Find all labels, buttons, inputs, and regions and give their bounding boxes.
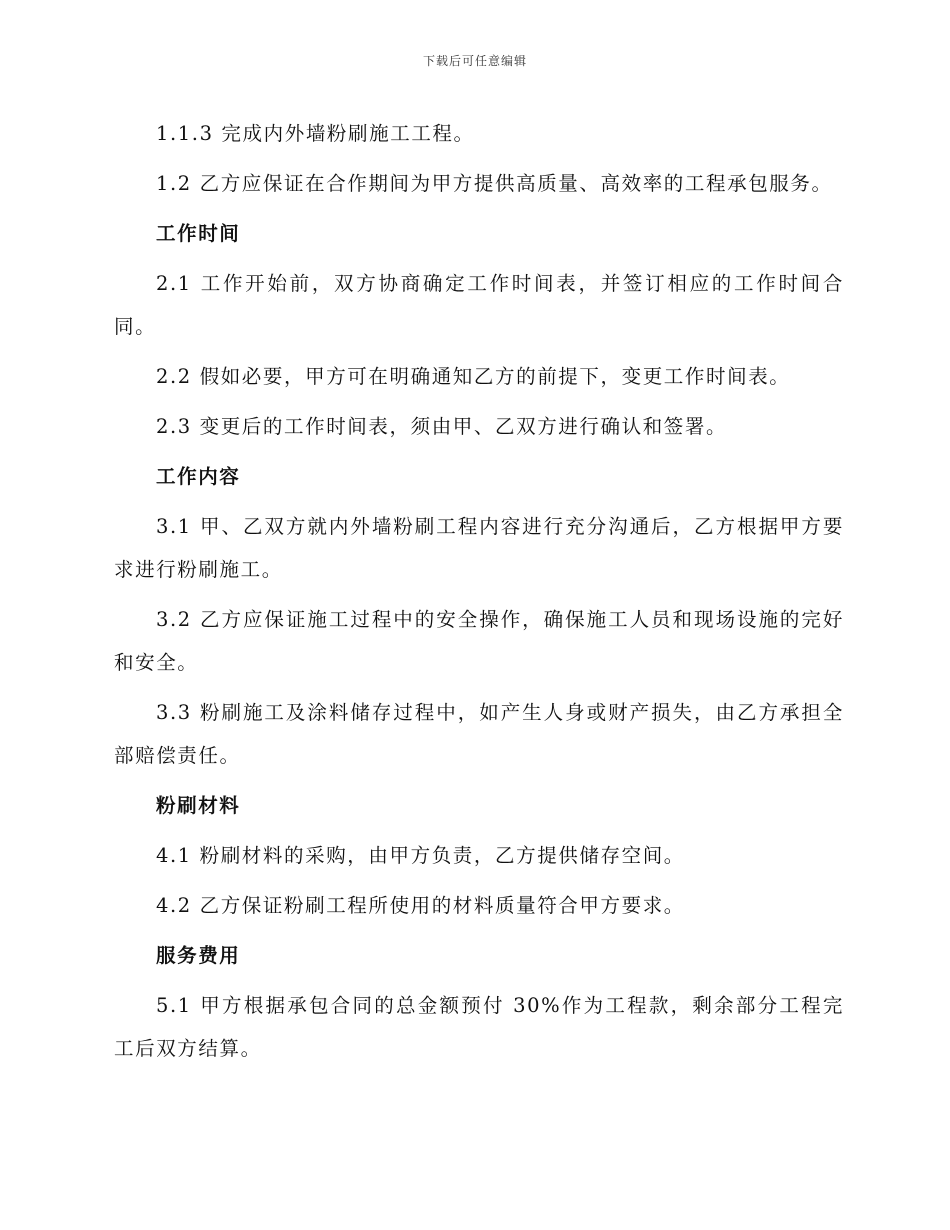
document-body xyxy=(114,112,844,1077)
section-heading-materials: 粉刷材料 xyxy=(156,794,241,817)
clause-1-1-3: 1.1.3 完成内外墙粉刷施工工程。 xyxy=(156,122,475,145)
clause-3-2: 3.2 乙方应保证施工过程中的安全操作，确保施工人员和现场设施的完好和安全。 xyxy=(114,608,844,674)
section-heading-service-fees: 服务费用 xyxy=(156,944,241,967)
page-header: 下载后可任意编辑 xyxy=(422,54,527,68)
clause-3-3: 3.3 粉刷施工及涂料储存过程中，如产生人身或财产损失，由乙方承担全部赔偿责任。 xyxy=(114,701,844,767)
clause-4-1: 4.1 粉刷材料的采购，由甲方负责，乙方提供储存空间。 xyxy=(156,844,685,867)
section-heading-work-content: 工作内容 xyxy=(156,465,241,488)
section-heading-work-time: 工作时间 xyxy=(156,222,241,245)
clause-2-2: 2.2 假如必要，甲方可在明确通知乙方的前提下，变更工作时间表。 xyxy=(156,365,791,388)
clause-2-3: 2.3 变更后的工作时间表，须由甲、乙双方进行确认和签署。 xyxy=(156,415,728,438)
clause-5-1: 5.1 甲方根据承包合同的总金额预付 30%作为工程款，剩余部分工程完工后双方结算。 xyxy=(114,994,844,1060)
clause-2-1: 2.1 工作开始前，双方协商确定工作时间表，并签订相应的工作时间合同。 xyxy=(114,272,844,338)
clause-3-1: 3.1 甲、乙双方就内外墙粉刷工程内容进行充分沟通后，乙方根据甲方要求进行粉刷施工。 xyxy=(114,515,844,581)
clause-4-2: 4.2 乙方保证粉刷工程所使用的材料质量符合甲方要求。 xyxy=(156,894,685,917)
clause-1-2: 1.2 乙方应保证在合作期间为甲方提供高质量、高效率的工程承包服务。 xyxy=(156,172,833,195)
